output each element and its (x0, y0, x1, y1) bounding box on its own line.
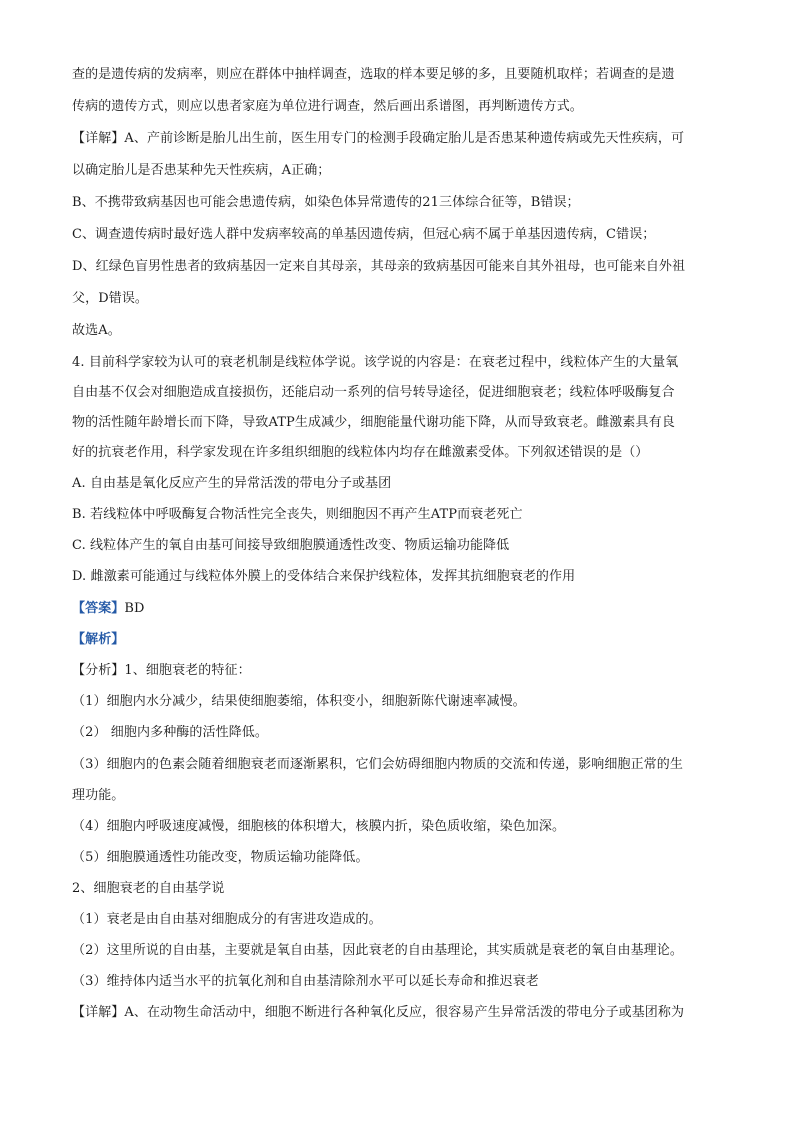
answer-tag: 【答案】 (72, 601, 125, 616)
detail-paragraph (72, 1002, 732, 1024)
text-line: 物的活性随年龄增长而下降，导致ATP生成减少，细胞能量代谢功能下降，从而导致衰老。雌激素具有良 (72, 415, 675, 430)
breakdown-line (72, 660, 732, 682)
text-line: （3）细胞内的色素会随着细胞衰老而逐渐累积，它们会妨碍细胞内物质的交流和传递，影响细胞正常的生 (72, 757, 683, 772)
text-line: 故选A。 (72, 323, 121, 338)
text-line: （1）衰老是由自由基对细胞成分的有害进攻造成的。 (72, 912, 382, 927)
text-line: （4）细胞内呼吸速度减慢，细胞核的体积增大，核膜内折，染色质收缩，染色加深。 (72, 819, 566, 834)
option-b: B. 若线粒体中呼吸酶复合物活性完全丧失，则细胞因不再产生ATP而衰老死亡 (72, 507, 523, 522)
text-line: 好的抗衰老作用，科学家发现在许多组织细胞的线粒体内均存在雌激素受体。下列叙述错误的是（） (72, 445, 649, 460)
analysis-tag: 【解析】 (72, 632, 125, 647)
text-line: 理功能。 (72, 788, 125, 803)
text-line: C、调查遗传病时最好选人群中发病率较高的单基因遗传病，但冠心病不属于单基因遗传病，C错误； (72, 227, 656, 242)
text-line: A、在动物生命活动中，细胞不断进行各种氧化反应，很容易产生异常活泼的带电分子或基团称为 (124, 1005, 685, 1020)
option-a: A. 自由基是氧化反应产生的异常活泼的带电分子或基团 (72, 476, 392, 491)
text-line: 以确定胎儿是否患某种先天性疾病，A正确； (72, 163, 331, 178)
text-line: 1、细胞衰老的特征： (124, 663, 251, 678)
text-line: 父，D错误。 (72, 291, 149, 306)
answer-line (72, 598, 732, 620)
text-line: （2） 细胞内多种酶的活性降低。 (72, 725, 269, 740)
text-line: B、不携带致病基因也可能会患遗传病，如染色体异常遗传的21三体综合征等，B错误； (72, 195, 580, 210)
text-line: 查的是遗传病的发病率，则应在群体中抽样调查，选取的样本要足够的多，且要随机取样；若调查的是遗 (72, 67, 675, 82)
text-line: （2）这里所说的自由基，主要就是氧自由基，因此衰老的自由基理论，其实质就是衰老的氧自由基理论。 (72, 943, 683, 958)
text-line: （3）维持体内适当水平的抗氧化剂和自由基清除剂水平可以延长寿命和推迟衰老 (72, 974, 539, 989)
text-line: （1）细胞内水分减少，结果使细胞萎缩，体积变小，细胞新陈代谢速率减慢。 (72, 694, 526, 709)
text-line: A、产前诊断是胎儿出生前，医生用专门的检测手段确定胎儿是否患某种遗传病或先天性疾病，可 (124, 131, 685, 146)
text-line: D、红绿色盲男性患者的致病基因一定来自其母亲，其母亲的致病基因可能来自其外祖母，也可能来自外祖 (72, 259, 686, 274)
detail-tag: 【详解】 (72, 131, 125, 146)
text-line: （5）细胞膜通透性功能改变，物质运输功能降低。 (72, 850, 369, 865)
question-4-stem: 4. 目前科学家较为认可的衰老机制是线粒体学说。该学说的内容是：在衰老过程中，线粒体产生的大量氧 (72, 355, 679, 370)
detail-tag: 【详解】 (72, 1005, 125, 1020)
text-line: 自由基不仅会对细胞造成直接损伤，还能启动一系列的信号转导途径，促进细胞衰老；线粒体呼吸酶复合 (72, 385, 675, 400)
text-line: 2、细胞衰老的自由基学说 (72, 881, 225, 896)
analysis-line (72, 629, 732, 651)
detail-paragraph (72, 128, 732, 150)
text-line: 传病的遗传方式，则应以患者家庭为单位进行调查，然后画出系谱图，再判断遗传方式。 (72, 99, 583, 114)
option-d: D. 雌激素可能通过与线粒体外膜上的受体结合来保护线粒体，发挥其抗细胞衰老的作用 (72, 569, 576, 584)
answer-value: BD (124, 601, 145, 616)
breakdown-tag: 【分析】 (72, 663, 125, 678)
option-c: C. 线粒体产生的氧自由基可间接导致细胞膜通透性改变、物质运输功能降低 (72, 538, 510, 553)
